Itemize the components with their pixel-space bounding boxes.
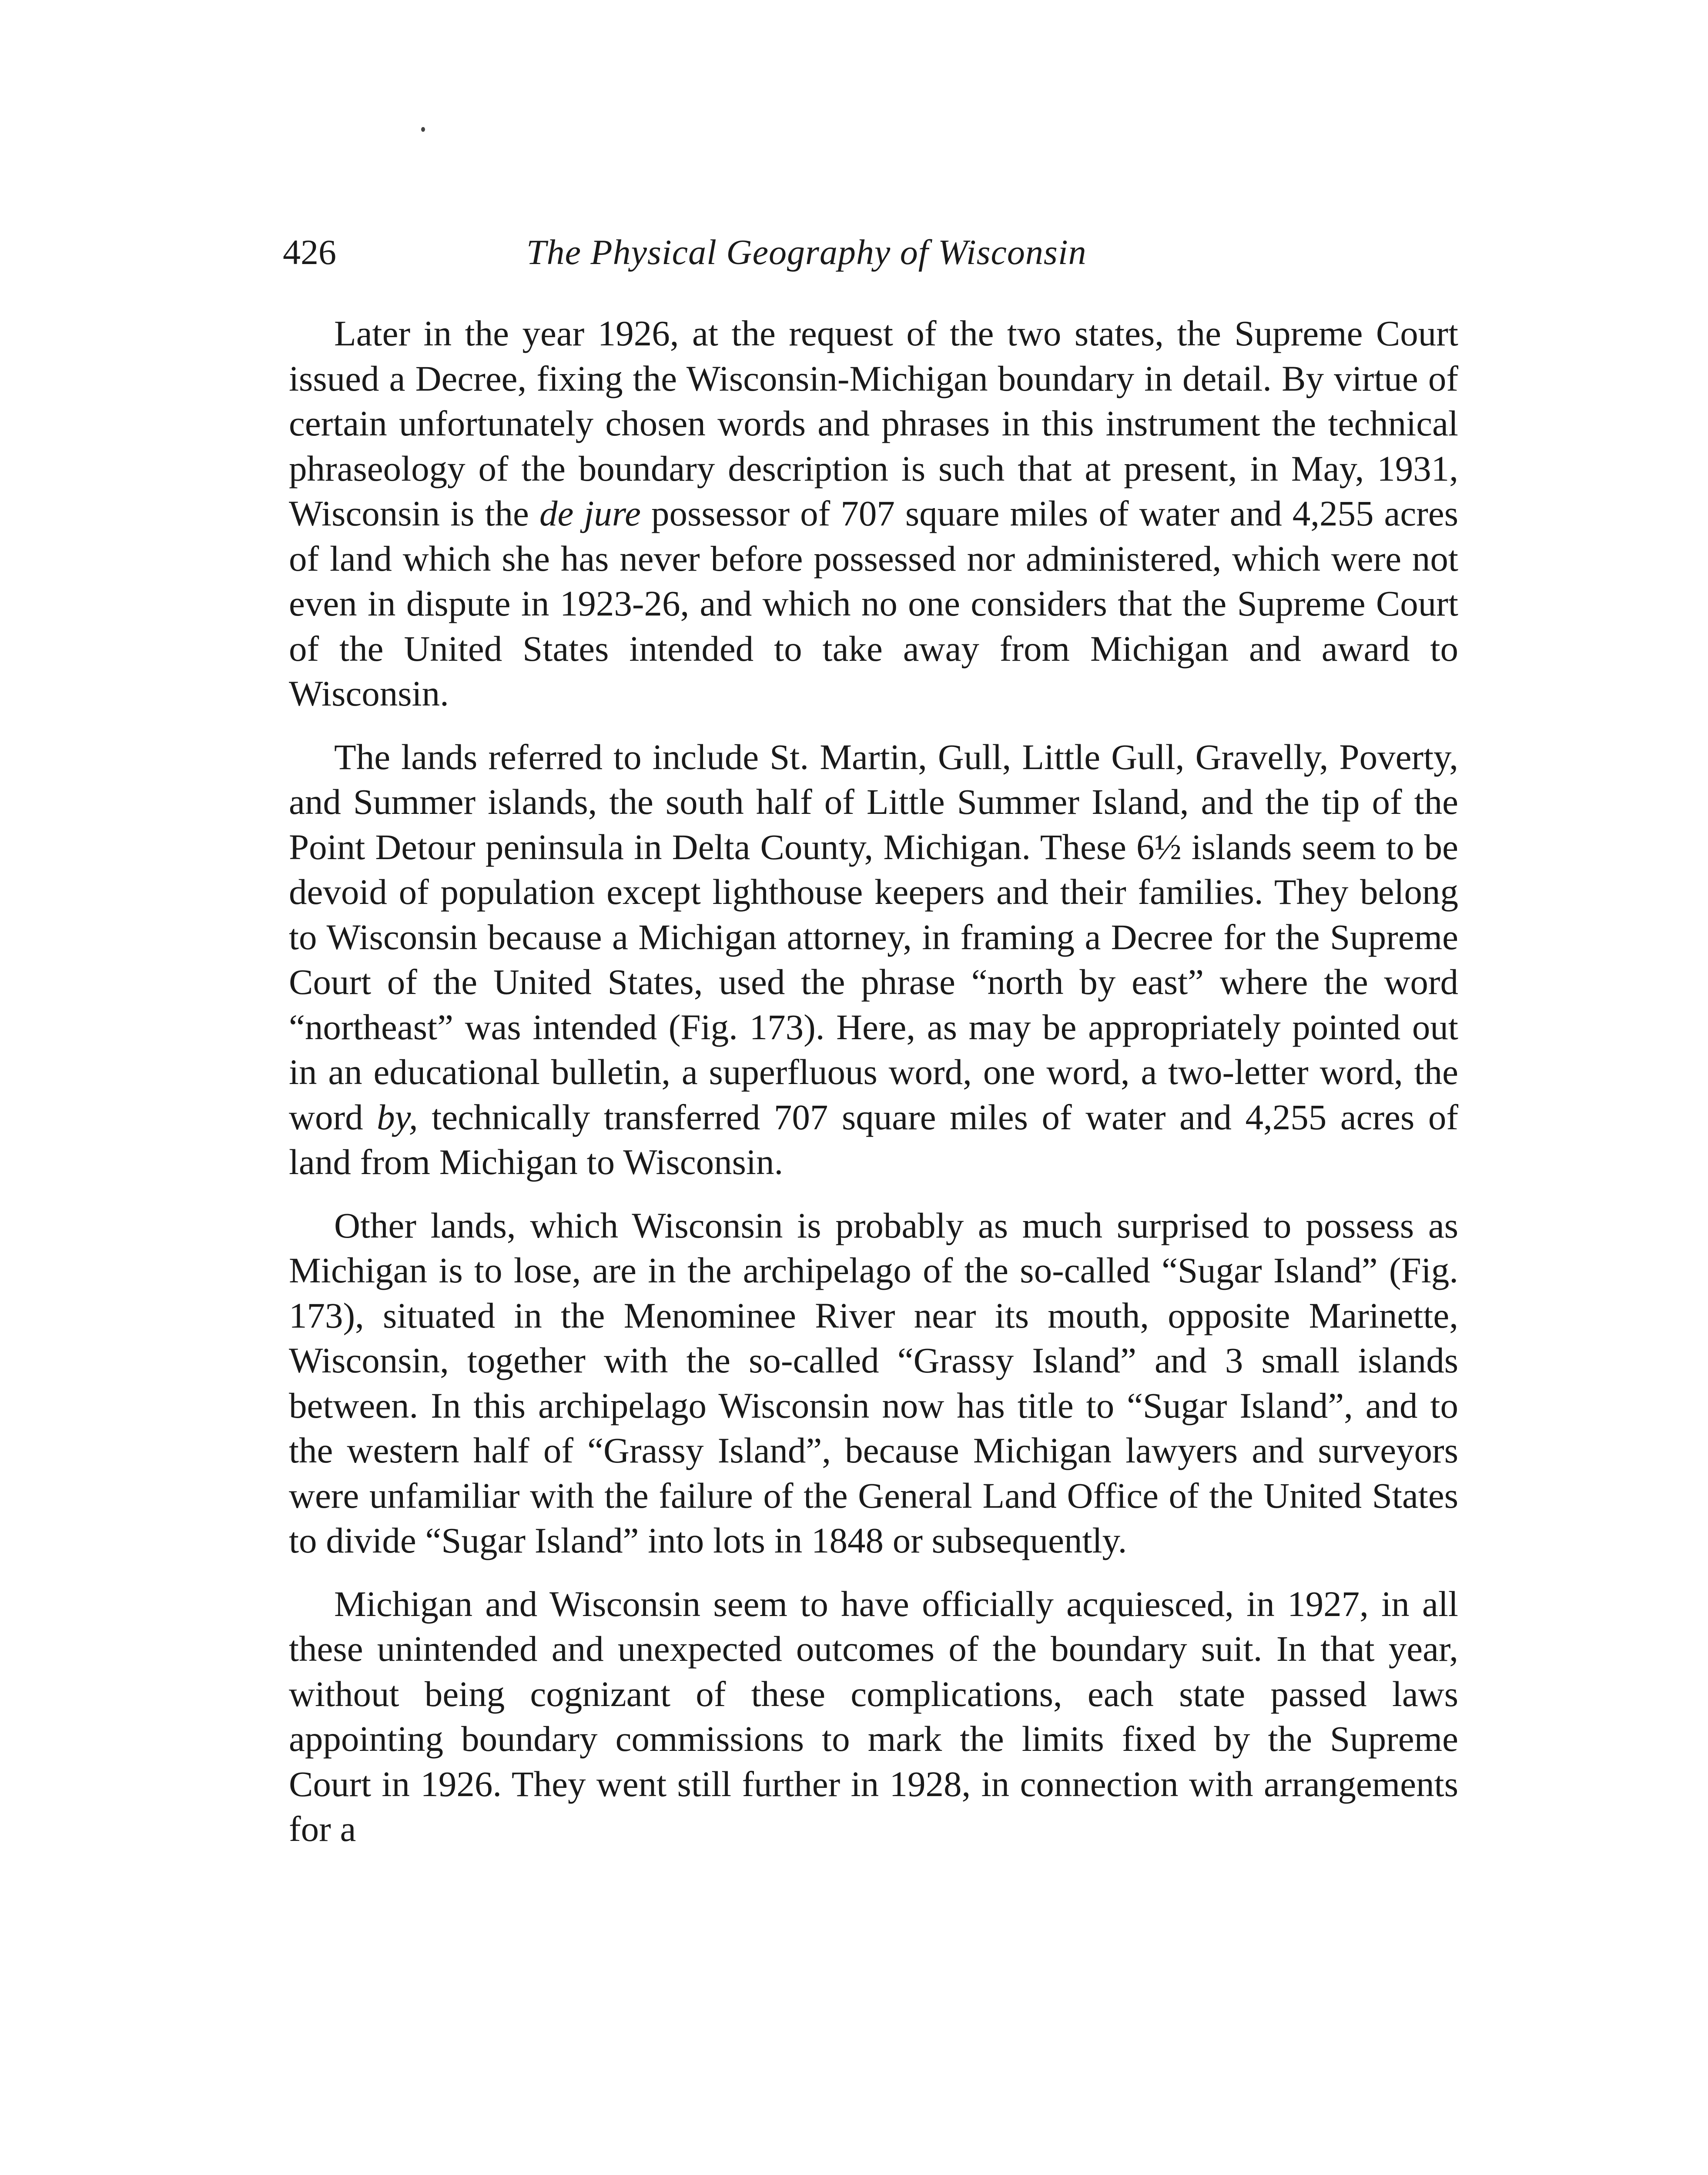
- page-header: [283, 226, 1457, 278]
- paragraph-1-italic: de jure: [539, 493, 641, 533]
- paragraph-2-text-b: technically transferred 707 square miles of water and 4,255 acres of land from Michigan to Wisconsin.: [289, 1097, 1458, 1182]
- ink-speck: [421, 127, 425, 132]
- page-number: 426: [283, 232, 336, 272]
- paragraph-4-text: Michigan and Wisconsin seem to have officially acquiesced, in 1927, in all these unintended and unexpected outcomes of the boundary suit. In that year, without being cognizant of these complications, each state passed laws appointing boundary commissions to mark the limits fixed by the Supreme Court in 1926. They went still further in 1928, in connection with arrangements for a: [289, 1583, 1458, 1849]
- paragraph-3-text: Other lands, which Wisconsin is probably as much surprised to possess as Michigan is to lose, are in the archipelago of the so-called “Sugar Island” (Fig. 173), situated in the Menominee River near its mouth, opposite Marinette, Wisconsin, together with the so-called “Grassy Island” and 3 small islands between. In this archipelago Wisconsin now has title to “Sugar Island”, and to the western half of “Grassy Island”, because Michigan lawyers and surveyors were unfamiliar with the failure of the General Land Office of the United States to divide “Sugar Island” into lots in 1848 or subsequently.: [289, 1205, 1458, 1560]
- body-text: [289, 311, 1458, 1852]
- paragraph-2-text-a: The lands referred to include St. Martin, Gull, Little Gull, Gravelly, Poverty, and Summer islands, the south half of Little Summer Island, and the tip of the Point Detour peninsula in Delta County, Michigan. These 6½ islands seem to be devoid of population except lighthouse keepers and their families. They belong to Wisconsin because a Michigan attorney, in framing a Decree for the Supreme Court of the United States, used the phrase “north by east” where the word “northeast” was intended (Fig. 173). Here, as may be appropriately pointed out in an educational bulletin, a superfluous word, one word, a two-letter word, the word: [289, 736, 1458, 1137]
- paragraph-4: [289, 1582, 1458, 1852]
- paragraph-1-text-b: possessor of 707 square miles of water and 4,255 acres of land which she has never before possessed nor administered, which were not even in dispute in 1923-26, and which no one considers that the Supreme Court of the United States intended to take away from Michigan and award to Wisconsin.: [289, 493, 1459, 713]
- paragraph-2-italic: by,: [377, 1097, 418, 1137]
- paragraph-1-text-a: Later in the year 1926, at the request of the two states, the Supreme Court issued a Decree, fixing the Wisconsin-Michigan boundary in detail. By virtue of certain unfortunately chosen words and phrases in this instrument the technical phraseology of the boundary description is such that at present, in May, 1931, Wisconsin is the: [289, 313, 1458, 533]
- paragraph-1: [289, 311, 1458, 716]
- running-title: The Physical Geography of Wisconsin: [526, 232, 1087, 272]
- paragraph-3: [289, 1203, 1458, 1563]
- paragraph-2: [289, 735, 1458, 1185]
